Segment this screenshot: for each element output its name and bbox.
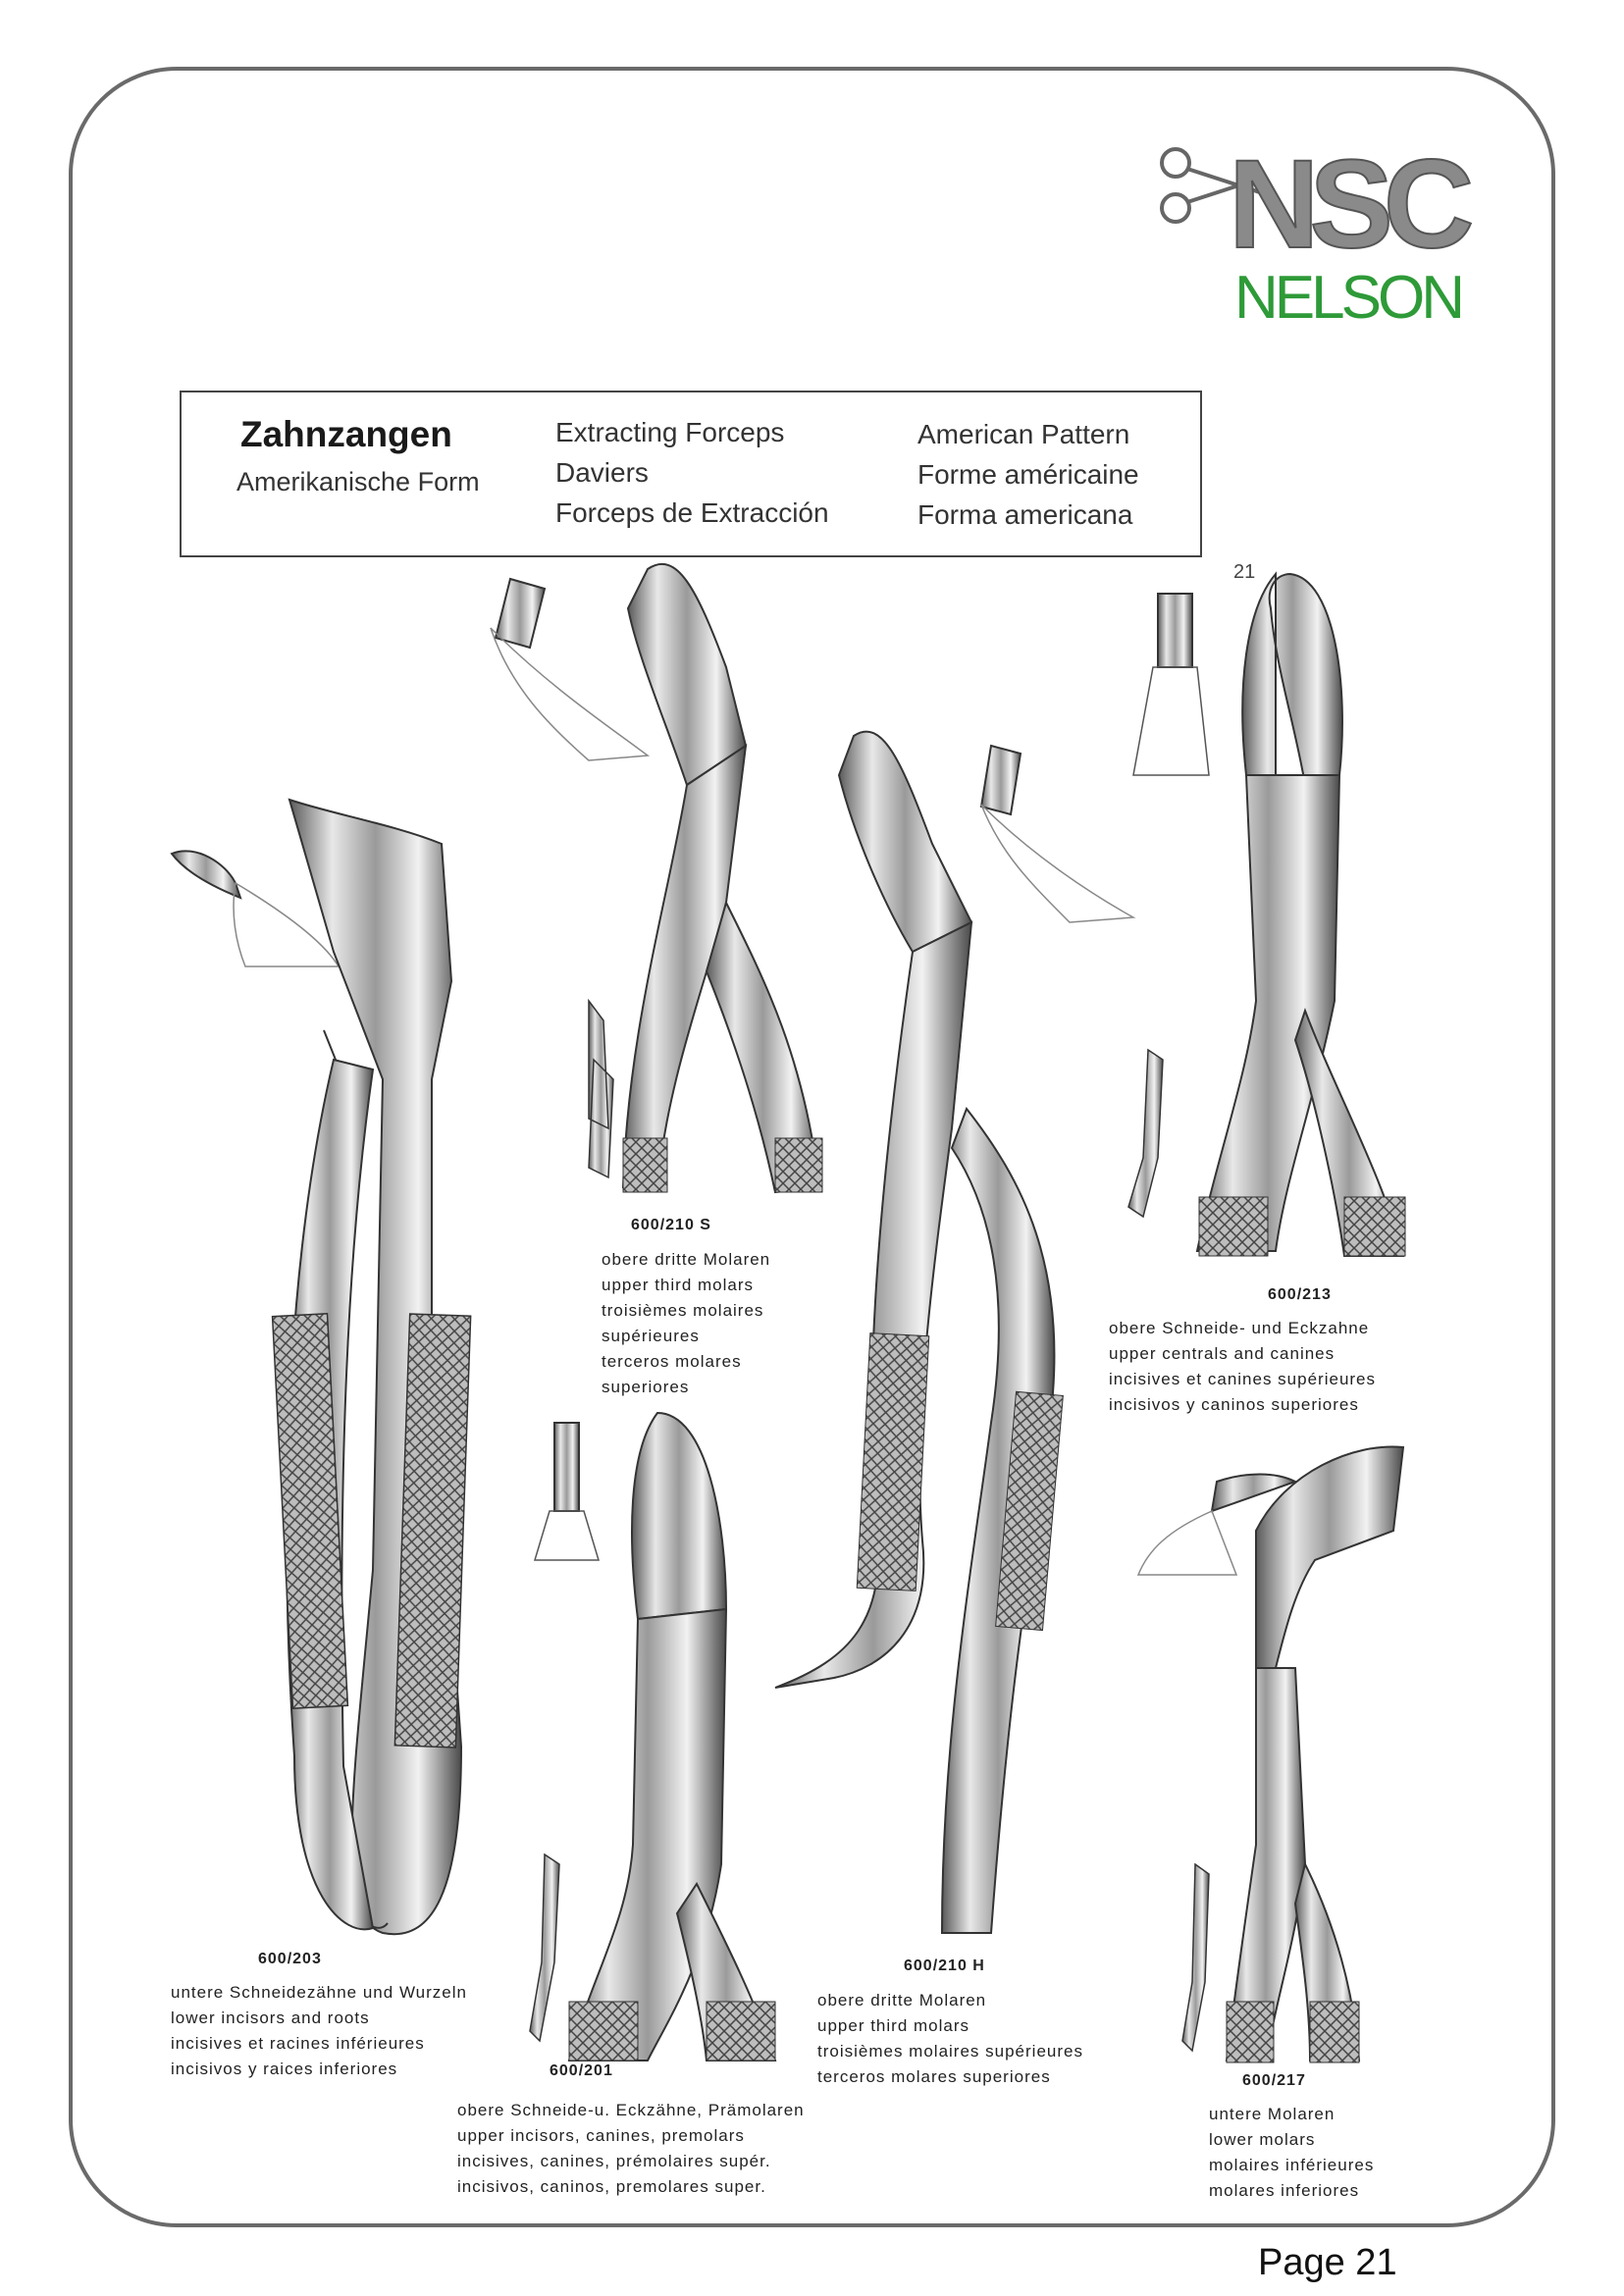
caption-line: upper third molars: [817, 2016, 970, 2035]
caption-line: superiores: [602, 1378, 690, 1396]
caption-line: troisièmes molaires: [602, 1301, 764, 1320]
caption-line: molaires inférieures: [1209, 2156, 1375, 2174]
caption-line: troisièmes molaires supérieures: [817, 2042, 1083, 2061]
caption-line: upper third molars: [602, 1276, 755, 1294]
product-code: 600/203: [258, 1951, 322, 1967]
forceps-600-213-illustration: [1128, 574, 1405, 1256]
page-reference: 21: [1233, 561, 1256, 583]
beak-detail-icon: [496, 579, 545, 648]
caption-line: lower molars: [1209, 2130, 1316, 2149]
beak-profile-icon: [1138, 1511, 1236, 1575]
product-code: 600/213: [1268, 1286, 1332, 1303]
beak-detail-icon: [554, 1423, 579, 1511]
caption-line: terceros molares superiores: [817, 2067, 1051, 2086]
beak-detail-icon: [172, 851, 240, 898]
product-code: 600/217: [1242, 2072, 1306, 2089]
caption-line: upper incisors, canines, premolars: [457, 2126, 745, 2145]
forceps-600-217-illustration: [1138, 1446, 1403, 2062]
page-subtitle: Amerikanische Form: [236, 467, 480, 496]
small-forceps-icon: [1128, 1050, 1163, 1217]
caption-line: incisivos y caninos superiores: [1109, 1395, 1359, 1414]
caption-line: untere Schneidezähne und Wurzeln: [171, 1983, 467, 2002]
title-line: Forme américaine: [917, 459, 1139, 490]
forceps-600-210-h-illustration: [775, 732, 1133, 1933]
title-line: Forma americana: [917, 499, 1133, 530]
caption-line: supérieures: [602, 1327, 700, 1345]
title-line: American Pattern: [917, 419, 1130, 449]
page-title: Zahnzangen: [240, 414, 452, 454]
beak-detail-icon: [981, 746, 1021, 814]
caption-line: obere Schneide- und Eckzahne: [1109, 1319, 1370, 1337]
small-forceps-icon: [1182, 1864, 1209, 2051]
forceps-600-203-illustration: [172, 800, 471, 1934]
product-caption: [1209, 2102, 1374, 2204]
caption-line: obere dritte Molaren: [817, 1991, 987, 2009]
beak-profile-icon: [981, 805, 1133, 922]
caption-line: untere Molaren: [1209, 2105, 1336, 2123]
forceps-600-210-s-illustration: [491, 564, 822, 1192]
caption-line: lower incisors and roots: [171, 2009, 370, 2027]
small-forceps-icon: [530, 1854, 559, 2041]
product-caption: [817, 1988, 1083, 2090]
small-forceps-icon: [589, 1001, 613, 1177]
caption-line: obere Schneide-u. Eckzähne, Prämolaren: [457, 2101, 805, 2119]
beak-profile-icon: [535, 1511, 599, 1560]
product-code: 600/201: [550, 2062, 613, 2079]
beak-profile-icon: [491, 628, 648, 760]
title-line: Extracting Forceps: [555, 417, 785, 447]
caption-line: obere dritte Molaren: [602, 1250, 771, 1269]
product-code: 600/210 H: [904, 1957, 985, 1974]
forceps-600-201-illustration: [530, 1413, 775, 2061]
caption-line: incisivos, caninos, premolares super.: [457, 2177, 766, 2196]
logo-letters: NSC: [1229, 134, 1465, 275]
caption-line: incisives et canines supérieures: [1109, 1370, 1377, 1388]
title-line: Forceps de Extracción: [555, 497, 829, 528]
product-code: 600/210 S: [631, 1217, 711, 1233]
caption-line: incisivos y raices inferiores: [171, 2060, 398, 2078]
caption-line: incisives, canines, prémolaires supér.: [457, 2152, 771, 2170]
product-caption: [602, 1247, 770, 1400]
product-caption: [457, 2098, 805, 2200]
caption-line: incisives et racines inférieures: [171, 2034, 425, 2053]
brand-name: NELSON: [1234, 264, 1461, 332]
product-caption: [171, 1980, 467, 2082]
page-number: Page 21: [1258, 2242, 1397, 2283]
product-caption: [1109, 1316, 1376, 1418]
title-line: Daviers: [555, 457, 649, 488]
caption-line: upper centrals and canines: [1109, 1344, 1336, 1363]
beak-profile-icon: [1133, 667, 1209, 775]
caption-line: molares inferiores: [1209, 2181, 1360, 2200]
beak-detail-icon: [1158, 594, 1192, 667]
caption-line: terceros molares: [602, 1352, 742, 1371]
